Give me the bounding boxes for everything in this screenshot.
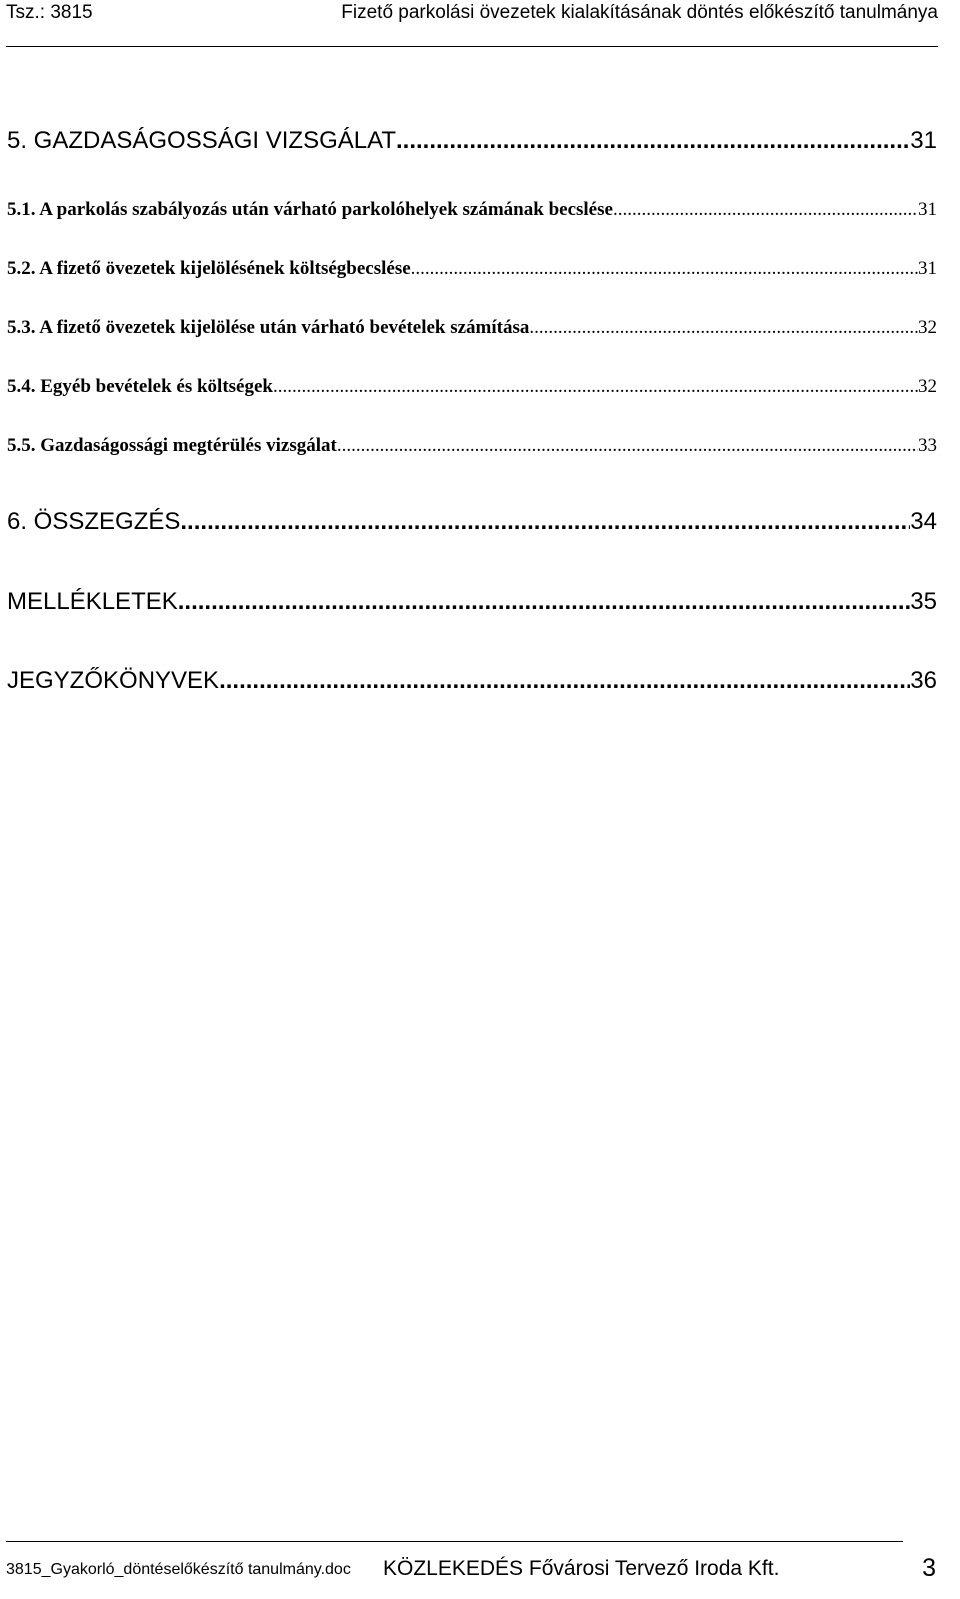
toc-entry-5-2[interactable] xyxy=(7,258,937,280)
toc-leader-dots xyxy=(178,588,911,616)
page-number: 3 xyxy=(922,1554,936,1582)
footer-rule xyxy=(6,1541,903,1542)
page-header xyxy=(6,0,938,47)
toc-entry-title: JEGYZŐKÖNYVEK xyxy=(7,667,220,694)
toc-leader-dots xyxy=(529,317,918,339)
document-title: Fizető parkolási övezetek kialakításának döntés előkészítő tanulmánya xyxy=(341,2,938,23)
toc-leader-dots xyxy=(396,127,910,155)
page-footer xyxy=(6,1541,938,1581)
toc-leader-dots xyxy=(273,376,918,398)
toc-entry-mellekletek[interactable] xyxy=(7,588,937,616)
toc-leader-dots xyxy=(613,199,918,221)
toc-entry-page: 32 xyxy=(918,376,937,397)
toc-leader-dots xyxy=(337,435,918,457)
toc-leader-dots xyxy=(411,258,918,280)
toc-entry-title: MELLÉKLETEK xyxy=(7,588,178,615)
footer-filename: 3815_Gyakorló_döntéselőkészítő tanulmány.doc xyxy=(6,1561,351,1578)
toc-entry-page: 31 xyxy=(910,127,937,154)
toc-entry-page: 33 xyxy=(918,435,937,456)
footer-company: KÖZLEKEDÉS Fővárosi Tervező Iroda Kft. xyxy=(383,1557,780,1580)
toc-entry-5-4[interactable] xyxy=(7,376,937,398)
toc-entry-page: 36 xyxy=(910,667,937,694)
toc-entry-title: 5.5. Gazdaságossági megtérülés vizsgálat xyxy=(7,435,337,456)
toc-entry-page: 35 xyxy=(910,588,937,615)
toc-entry-title: 6. ÖSSZEGZÉS xyxy=(7,508,181,535)
toc-entry-page: 34 xyxy=(910,508,937,535)
toc-entry-5[interactable] xyxy=(7,127,937,155)
toc-entry-jegyzokonyvek[interactable] xyxy=(7,667,937,695)
toc-entry-5-1[interactable] xyxy=(7,199,937,221)
toc-leader-dots xyxy=(180,508,910,536)
toc-entry-page: 32 xyxy=(918,317,937,338)
toc-entry-page: 31 xyxy=(918,258,937,279)
toc-entry-page: 31 xyxy=(918,199,937,220)
doc-number: Tsz.: 3815 xyxy=(6,2,93,23)
toc-entry-5-3[interactable] xyxy=(7,317,937,339)
toc-entry-title: 5.1. A parkolás szabályozás után várható parkolóhelyek számának becslése xyxy=(7,199,613,220)
toc-entry-title: 5.3. A fizető övezetek kijelölése után várható bevételek számítása xyxy=(7,317,530,338)
toc-entry-5-5[interactable] xyxy=(7,435,937,457)
toc-entry-title: 5. GAZDASÁGOSSÁGI VIZSGÁLAT xyxy=(7,127,396,154)
toc-entry-title: 5.4. Egyéb bevételek és költségek xyxy=(7,376,273,397)
toc-entry-6[interactable] xyxy=(7,508,937,536)
toc-entry-title: 5.2. A fizető övezetek kijelölésének költségbecslése xyxy=(7,258,411,279)
toc-leader-dots xyxy=(219,667,910,695)
